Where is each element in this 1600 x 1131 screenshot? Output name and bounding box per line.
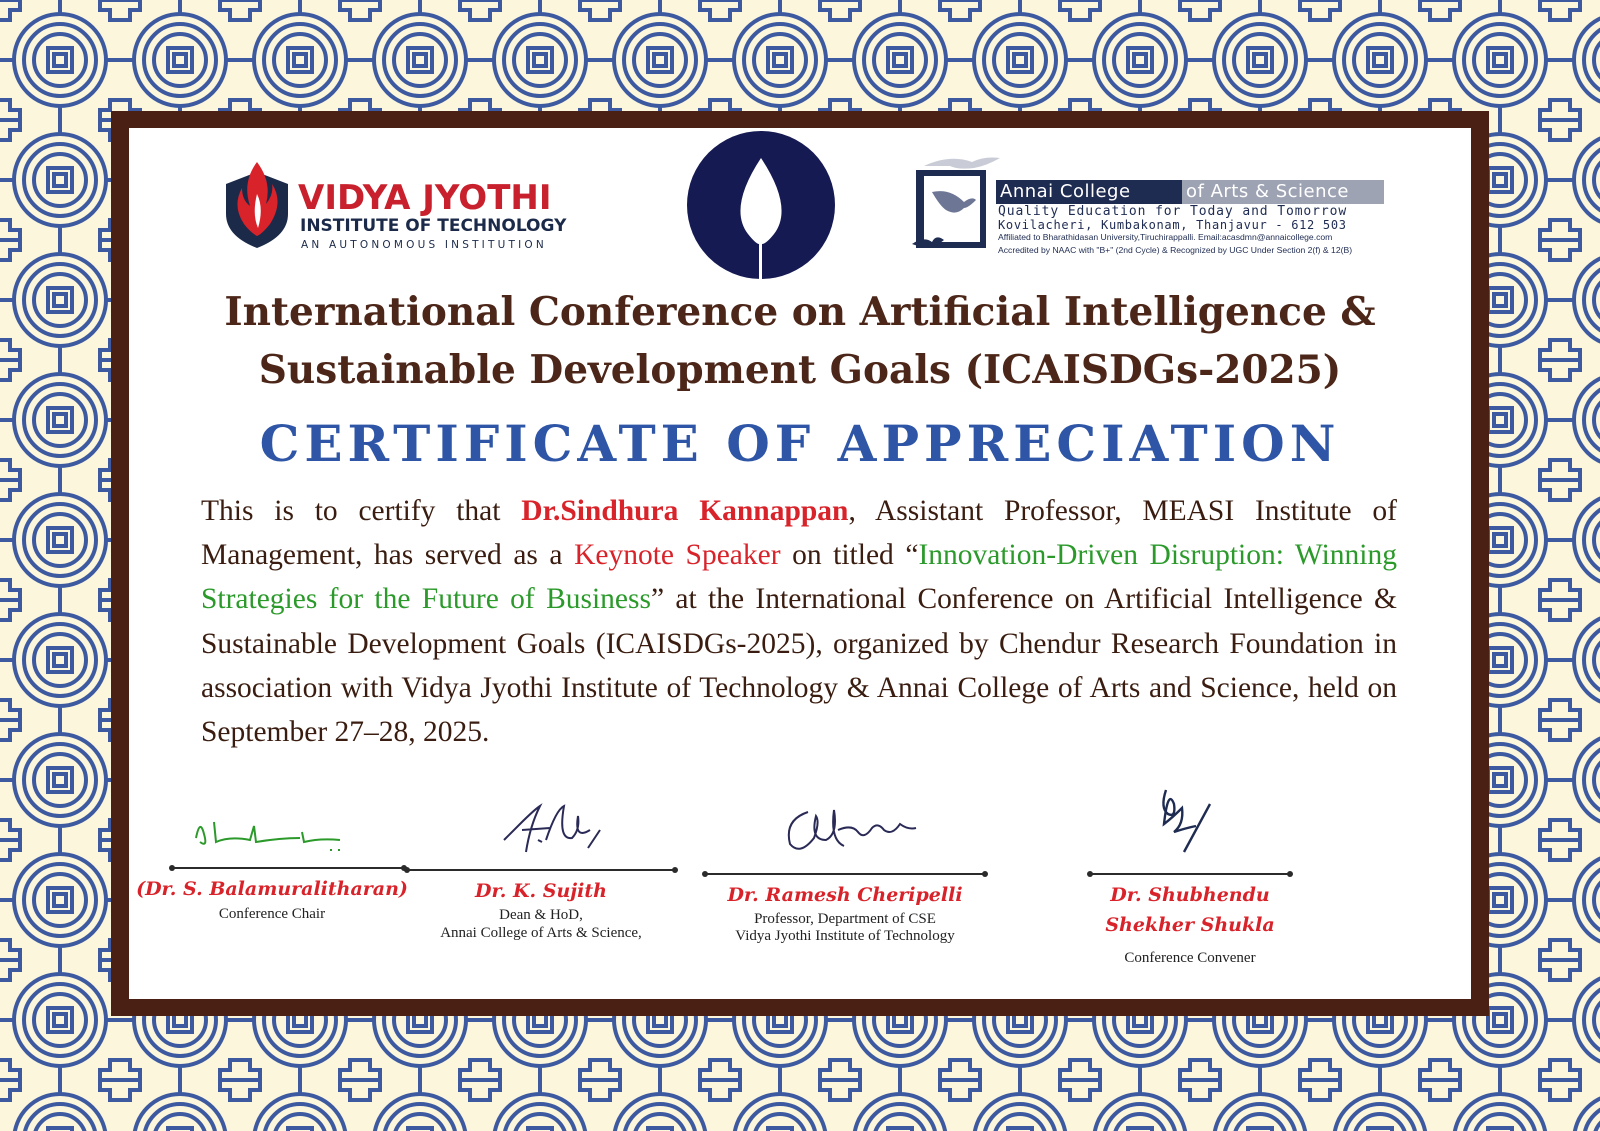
recipient-name: Dr.Sindhura Kannappan [521,495,849,527]
signature-shubhendu [1150,784,1240,856]
conference-title-line2: Sustainable Development Goals (ICAISDGs-2025) [258,347,1342,393]
signatory-role-3b: Vidya Jyothi Institute of Technology [735,928,955,944]
signatory-name-3: Dr. Ramesh Cheripelli [727,884,963,906]
signatory-name-4a: Dr. Shubhendu [1110,884,1270,906]
body-before-topic: on titled “ [780,539,919,572]
certificate-body [201,489,1397,754]
body-intro: This is to certify that [201,495,522,527]
annai-motto: Quality Education for Today and Tomorrow [998,204,1348,219]
annai-address: Kovilacheri, Kumbakonam, Thanjavur - 612 503 [998,218,1347,232]
vidya-jyothi-shield-icon [222,158,292,250]
signatory-role-3a: Professor, Department of CSE [754,911,936,927]
leaf-emblem-icon [686,130,836,280]
signatory-name-4b: Shekher Shukla [1105,914,1275,936]
annai-accreditation: Accredited by NAAC with "B+" (2nd Cycle) & Recognized by UGC Under Section 2(f) & 12(B) [998,245,1353,255]
annai-college-name-part2: of Arts & Science [1182,180,1384,204]
conference-title [140,283,1460,399]
recipient-role: Keynote Speaker [574,539,781,572]
annai-college-name-part1: Annai College [996,180,1182,204]
body-affiliation: , Assistant Professor, MEASI Institute of Management, has served as a [201,495,1398,572]
signatory-name-2: Dr. K. Sujith [475,880,607,902]
talk-topic: Innovation-Driven Disruption: Winning Strategies for the Future of Business [201,539,1397,616]
signatory-role-2b: Annai College of Arts & Science, [440,925,642,941]
signatory-name-1: (Dr. S. Balamuralitharan) [136,878,408,900]
signature-line-2 [407,869,675,871]
vidya-jyothi-tagline: AN AUTONOMOUS INSTITUTION [301,239,547,251]
annai-college-emblem-icon [910,152,1010,256]
body-conclusion: ” at the International Conference on Artificial Intelligence & Sustainable Development Goals (ICAISDGs-2025), organized by Chendur Research Foundation in association with Vidya Jyothi Institute of Technology & Annai College of Arts and Science, held on September 27–28, 2025. [201,583,1397,749]
conference-title-line1: International Conference on Artificial Intelligence & [224,289,1376,335]
signature-balamuralitharan [190,812,360,862]
signature-line-4 [1090,873,1290,875]
signatory-role-2a: Dean & HoD, [499,907,583,923]
signature-line-3 [705,873,985,875]
signature-sujith [500,800,610,862]
annai-affiliation: Affiliated to Bharathidasan University,Tiruchirappalli. Email:acasdmn@annaicollege.com [998,232,1333,242]
signatory-role-1: Conference Chair [218,906,326,922]
signature-ramesh [780,800,930,864]
signature-line-1 [172,867,404,869]
certificate-title: CERTIFICATE OF APPRECIATION [259,414,1341,473]
vidya-jyothi-name: VIDYA JYOTHI [298,178,552,218]
signatory-role-4: Conference Convener [1124,950,1256,966]
vidya-jyothi-subtitle: INSTITUTE OF TECHNOLOGY [300,216,567,236]
